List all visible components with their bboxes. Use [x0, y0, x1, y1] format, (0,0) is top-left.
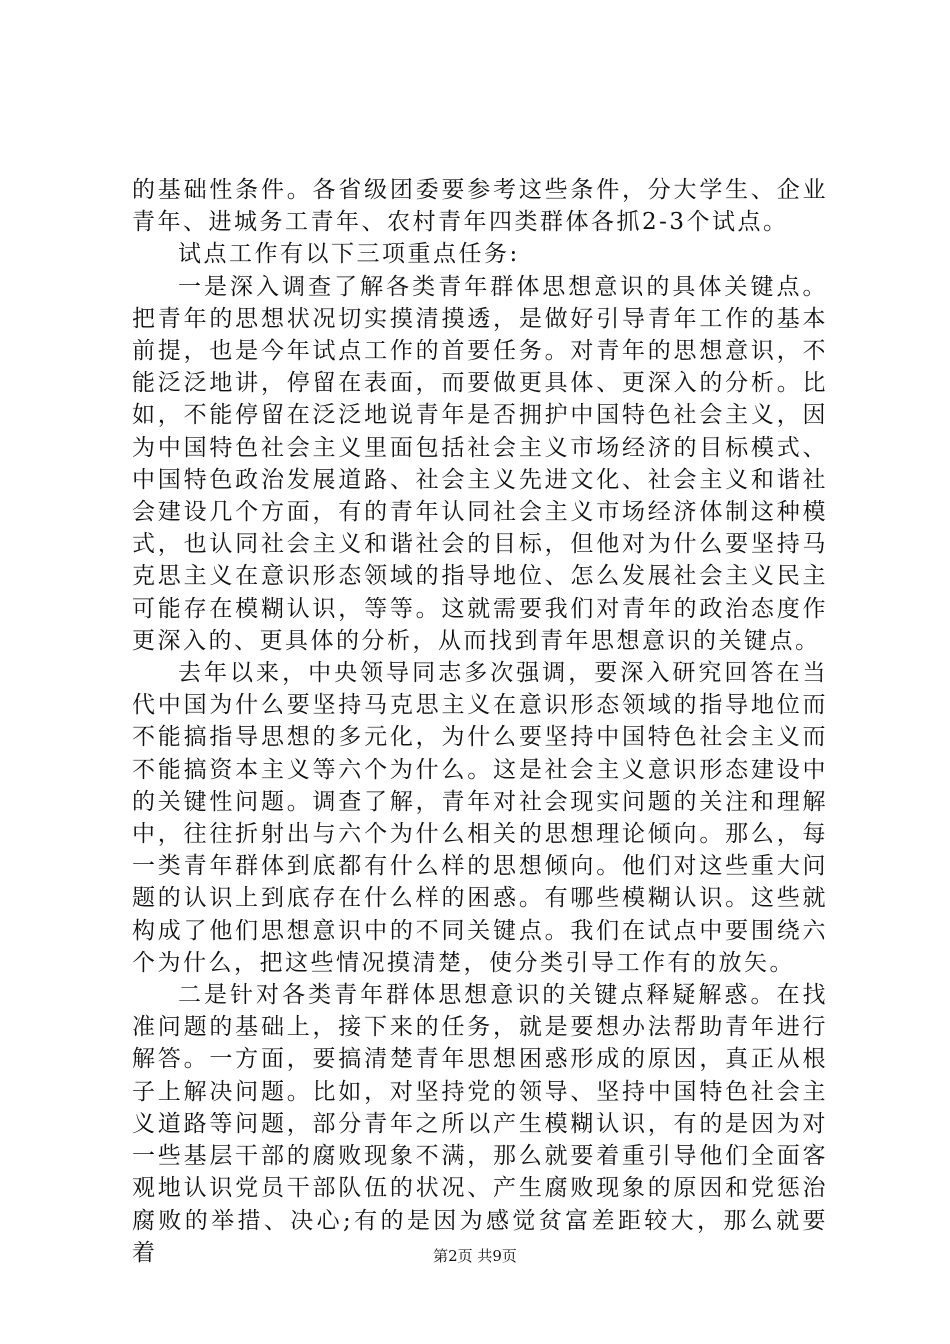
paragraph-six-whys: 去年以来，中央领导同志多次强调，要深入研究回答在当代中国为什么要坚持马克思主义在意识形态领域的指导地位而不能搞指导思想的多元化，为什么要坚持中国特色社会主义而不能搞资本主义等六个为什么。这是社会主义意识形态建设中的关键性问题。调查了解，青年对社会现实问题的关注和理解中，往往折射出与六个为什么相关的思想理论倾向。那么，每一类青年群体到底都有什么样的思想倾向。他们对这些重大问题的认识上到底存在什么样的困惑。有哪些模糊认识。这些就构成了他们思想意识中的不同关键点。我们在试点中要围绕六个为什么，把这些情况摸清楚，使分类引导工作有的放矢。 — [132, 660, 828, 976]
paragraph-task-one: 一是深入调查了解各类青年群体思想意识的具体关键点。把青年的思想状况切实摸清摸透，是做好引导青年工作的基本前提，也是今年试点工作的首要任务。对青年的思想意识，不能泛泛地讲，停留在表面，而要做更具体、更深入的分析。比如，不能停留在泛泛地说青年是否拥护中国特色社会主义，因为中国特色社会主义里面包括社会主义市场经济的目标模式、中国特色政治发展道路、社会主义先进文化、社会主义和谐社会建设几个方面，有的青年认同社会主义市场经济体制这种模式，也认同社会主义和谐社会的目标，但他对为什么要坚持马克思主义在意识形态领域的指导地位、怎么发展社会主义民主可能存在模糊认识，等等。这就需要我们对青年的政治态度作更深入的、更具体的分析，从而找到青年思想意识的关键点。 — [132, 273, 828, 654]
paragraph-continuation: 的基础性条件。各省级团委要参考这些条件，分大学生、企业青年、进城务工青年、农村青年四类群体各抓2-3个试点。 — [132, 177, 828, 236]
document-body — [132, 174, 828, 1269]
paragraph-task-two: 二是针对各类青年群体思想意识的关键点释疑解惑。在找准问题的基础上，接下来的任务，就是要想办法帮助青年进行解答。一方面，要搞清楚青年思想困惑形成的原因，真正从根子上解决问题。比如，对坚持党的领导、坚持中国特色社会主义道路等问题，部分青年之所以产生模糊认识，有的是因为对一些基层干部的腐败现象不满，那么就要着重引导他们全面客观地认识党员干部队伍的状况、产生腐败现象的原因和党惩治腐败的举措、决心;有的是因为感觉贫富差距较大，那么就要着 — [132, 982, 828, 1266]
paragraph-tasks-intro: 试点工作有以下三项重点任务: — [178, 241, 520, 268]
page-number-footer: 第2页 共9页 — [433, 1247, 517, 1265]
